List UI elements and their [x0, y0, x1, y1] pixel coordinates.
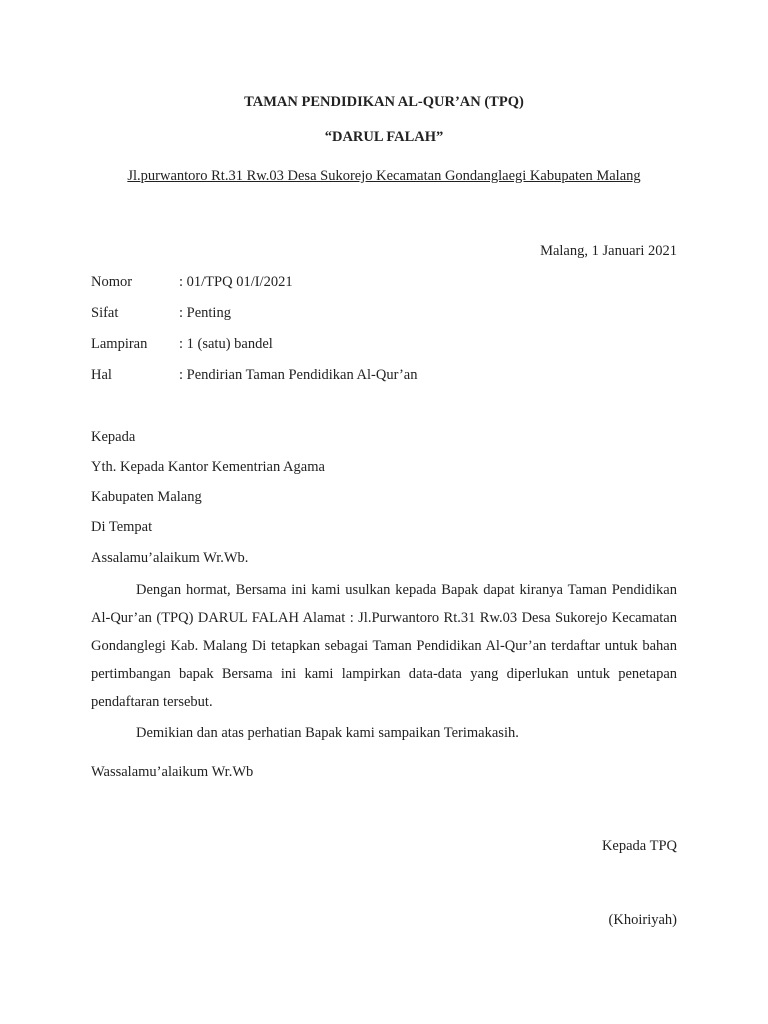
body-paragraph-2-text: Demikian dan atas perhatian Bapak kami sampaikan Terimakasih.	[136, 725, 519, 741]
body-paragraph-1	[91, 576, 677, 716]
meta-value-hal: : Pendirian Taman Pendidikan Al-Qur’an	[179, 367, 418, 383]
signature-title: Kepada TPQ	[601, 838, 677, 854]
body-paragraph-2	[91, 719, 677, 747]
org-address: Jl.purwantoro Rt.31 Rw.03 Desa Sukorejo Kecamatan Gondanglaegi Kabupaten Malang	[127, 168, 641, 184]
signature-name: (Khoiriyah)	[608, 912, 677, 928]
recipient-line1: Yth. Kepada Kantor Kementrian Agama	[91, 459, 325, 475]
body-paragraph-1-text: Dengan hormat, Bersama ini kami usulkan kepada Bapak dapat kiranya Taman Pendidikan Al-Qur’an (TPQ) DARUL FALAH Alamat : Jl.Purwantoro Rt.31 Rw.03 Desa Sukorejo Kecamatan Gondanglegi Kab. Malang Di tetapkan sebagai Taman Pendidikan Al-Qur’an terdaftar untuk bahan pertimbangan bapak Bersama ini kami lampirkan data-data yang diperlukan untuk penetapan pendaftaran tersebut.	[91, 582, 677, 710]
org-name: TAMAN PENDIDIKAN AL-QUR’AN (TPQ)	[244, 94, 524, 110]
closing: Wassalamu’alaikum Wr.Wb	[91, 764, 254, 780]
meta-value-sifat: : Penting	[179, 305, 231, 321]
meta-value-lampiran: : 1 (satu) bandel	[179, 336, 273, 352]
greeting: Assalamu’alaikum Wr.Wb.	[91, 550, 249, 566]
recipient-kepada: Kepada	[91, 429, 136, 445]
recipient-line3: Di Tempat	[91, 519, 153, 535]
org-title: “DARUL FALAH”	[324, 129, 444, 145]
meta-value-nomor: : 01/TPQ 01/I/2021	[179, 274, 293, 290]
date-line: Malang, 1 Januari 2021	[540, 243, 677, 259]
recipient-line2: Kabupaten Malang	[91, 489, 202, 505]
meta-label-nomor: Nomor	[91, 274, 133, 290]
meta-label-lampiran: Lampiran	[91, 336, 148, 352]
meta-label-sifat: Sifat	[91, 305, 119, 321]
meta-label-hal: Hal	[91, 367, 112, 383]
